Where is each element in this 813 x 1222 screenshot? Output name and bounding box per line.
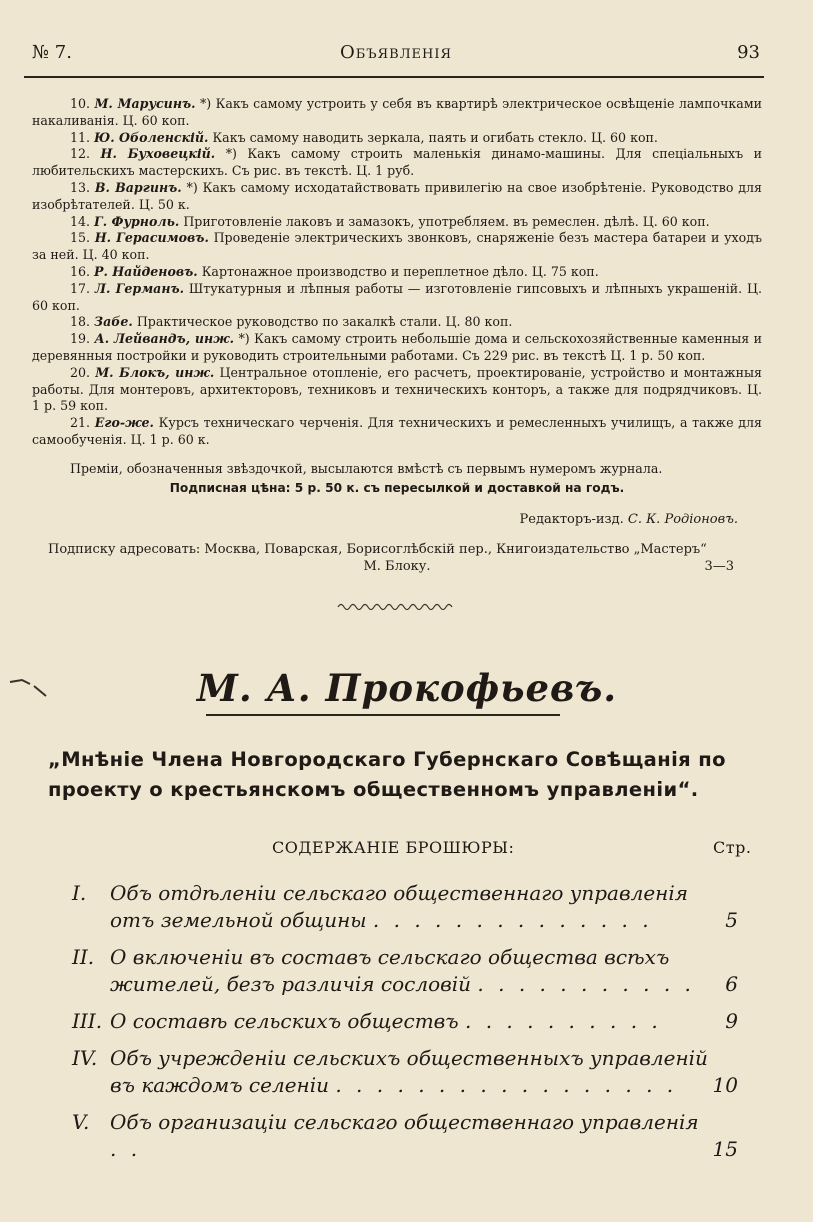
- address-recipient: М. Блоку.: [363, 559, 431, 574]
- author-name: М. А. Прокофьевъ.: [196, 666, 618, 710]
- page-header: [32, 42, 760, 70]
- address-line-2: [32, 558, 762, 575]
- toc-page: 15: [712, 1137, 738, 1161]
- editor-line: [32, 512, 738, 527]
- author-rule: [206, 714, 560, 716]
- advertisement-list: [32, 96, 762, 449]
- toc-text: О составѣ сельскихъ обществъ: [110, 1009, 459, 1033]
- toc-entry: V. Объ организаціи сельскаго общественнаго управленія . . 15: [72, 1110, 738, 1161]
- ornament-divider: [336, 600, 456, 614]
- toc-entry: IV. Объ учрежденіи сельскихъ общественныхъ управленій въ каждомъ селеніи . . . . . . . . . . . . . . . . . 10: [72, 1046, 738, 1097]
- table-of-contents: [72, 880, 748, 1173]
- toc-page: 5: [725, 908, 738, 932]
- premium-note: Преміи, обозначенныя звѣздочкой, высылаются вмѣстѣ съ первымъ нумеромъ журнала.: [70, 461, 663, 476]
- address-line-1: Подписку адресовать: Москва, Поварская, Борисоглѣбскій пер., Книгоиздательство „Мастеръ“: [48, 542, 707, 557]
- list-item: 11. Ю. Оболенскій. Какъ самому наводить зеркала, паять и огибать стекло. Ц. 60 коп.: [70, 129, 658, 145]
- toc-entry: I. Объ отдѣленіи сельскаго общественнаго управленія отъ земельной общины . . . . . . . . . . . . . . 5: [72, 881, 738, 932]
- issue-number: № 7.: [32, 42, 72, 63]
- subscription-price: Подписная цѣна: 5 р. 50 к. съ пересылкой и доставкой на годъ.: [169, 481, 625, 495]
- page-number: 93: [737, 42, 760, 63]
- contents-title: СОДЕРЖАНІЕ БРОШЮРЫ:: [272, 838, 515, 857]
- list-item: 18. Забе. Практическое руководство по закалкѣ стали. Ц. 80 коп.: [70, 314, 513, 330]
- list-item: 14. Г. Фурноль. Приготовленіе лаковъ и замазокъ, употребляем. въ ремеслен. дѣлѣ. Ц. 60 коп.: [70, 213, 710, 229]
- list-item: 17. Л. Германъ. Штукатурныя и лѣпныя работы — изготовленіе гипсовыхъ и лѣпныхъ украшеній. Ц. 60 коп.: [32, 280, 762, 313]
- section-title: Объявленія: [340, 42, 452, 63]
- toc-page: 6: [725, 972, 738, 996]
- header-rule: [24, 76, 764, 78]
- toc-number: V.: [72, 1110, 90, 1134]
- toc-number: III.: [72, 1009, 103, 1033]
- toc-number: IV.: [72, 1046, 98, 1070]
- list-item: 12. Н. Буховецкій. *) Какъ самому строить маленькія динамо-машины. Для спеціальныхъ и любительскихъ мастерскихъ. Съ рис. въ текстѣ. Ц. 1 руб.: [32, 146, 762, 179]
- toc-text: Объ организаціи сельскаго общественнаго управленія: [110, 1110, 699, 1134]
- list-item: 16. Р. Найденовъ. Картонажное производство и переплетное дѣло. Ц. 75 коп.: [70, 263, 599, 279]
- subscription-address: [32, 541, 762, 575]
- book-title: „Мнѣніе Члена Новгородскаго Губернскаго Совѣщанія по проекту о крестьянскомъ общественномъ управленіи“.: [48, 748, 726, 801]
- list-item: 15. Н. Герасимовъ. Проведеніе электрическихъ звонковъ, снаряженіе безъ мастера батареи и уходъ за ней. Ц. 40 коп.: [32, 230, 762, 263]
- toc-text: Объ отдѣленіи сельскаго общественнаго управленія отъ земельной общины: [110, 881, 688, 932]
- toc-entry: III. О составѣ сельскихъ обществъ . . . . . . . . . . 9: [72, 1009, 738, 1033]
- editor-name: С. К. Родіоновъ.: [627, 512, 738, 527]
- list-item: 13. В. Варгинъ. *) Какъ самому исходатайствовать привилегію на свое изобрѣтеніе. Руководство для изобрѣтателей. Ц. 50 к.: [32, 179, 762, 212]
- list-item: 10. М. Марусинъ. *) Какъ самому устроить у себя въ квартирѣ электрическое освѣщеніе лампочками накаливанія. Ц. 60 коп.: [32, 96, 763, 128]
- toc-number: II.: [72, 945, 95, 969]
- list-item: 21. Его-же. Курсъ техническаго черченія. Для техническихъ и ремесленныхъ училищъ, а также для самообученія. Ц. 1 р. 60 к.: [32, 415, 762, 447]
- toc-text: О включеніи въ составъ сельскаго общества всѣхъ жителей, безъ различія сословій: [110, 945, 670, 996]
- list-item: 19. А. Лейвандъ, инж. *) Какъ самому строить небольшіе дома и сельскохозяйственные каменныя и деревянныя постройки и руководить строительными работами. Съ 229 рис. въ текстѣ Ц. 1 р. 50 коп.: [32, 331, 762, 363]
- list-item: 20. М. Блокъ, инж. Центральное отопленіе, его расчетъ, проектированіе, устройство и монтажныя работы. Для монтеровъ, архитекторовъ, техниковъ и техническихъ конторъ, а также для подрядчиковъ. Ц. 1 р. 59 коп.: [32, 364, 763, 414]
- toc-page: 9: [725, 1009, 738, 1033]
- toc-page: 10: [712, 1073, 738, 1097]
- toc-number: I.: [72, 881, 87, 905]
- toc-entry: II. О включеніи въ составъ сельскаго общества всѣхъ жителей, безъ различія сословій . . . . . . . . . . . 6: [72, 945, 738, 996]
- toc-text: Объ учрежденіи сельскихъ общественныхъ управленій въ каждомъ селеніи: [110, 1046, 708, 1097]
- address-code: 3—3: [704, 559, 734, 574]
- page-column-label: Стр.: [713, 838, 752, 857]
- editor-label: Редакторъ-изд.: [519, 512, 624, 527]
